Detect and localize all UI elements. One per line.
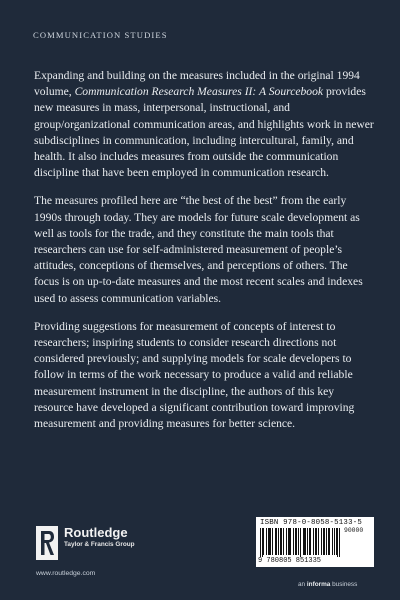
informa-brand: informa	[306, 581, 331, 588]
blurb-p1-rest: provides new measures in mass, interpersonal, instructional, and group/organizational communication areas, and highlights work in newer subdisciplines in communication, including intercultural, family, and health. It also includes measures from outside the communication discipline that have been employed in communication research.	[34, 85, 374, 180]
barcode-block	[256, 517, 374, 567]
publisher-name: Routledge	[64, 525, 128, 540]
publisher-url: www.routledge.com	[36, 570, 96, 577]
routledge-r-icon	[36, 526, 58, 560]
blurb-paragraph-2: The measures profiled here are “the best of the best” from the early 1990s through today. They are models for future scale development as well as tools for the trade, and they constitute the main tools that researchers can use for self-administered measurement of people’s attitudes, conceptions of themselves, and perceptions of others. The focus is on up-to-date measures and the most recent scales and indexes used to assess communication variables.	[34, 194, 363, 305]
informa-prefix: an	[298, 581, 307, 588]
ean-digits: 9 780805 851335	[258, 557, 322, 565]
back-cover-blurb	[34, 68, 374, 444]
price-code: 90000	[344, 527, 364, 534]
barcode-image	[260, 528, 340, 557]
blurb-p1-intro: Expanding and building on the measures included in the original 1994 volume,	[34, 69, 360, 99]
informa-suffix: business	[330, 581, 358, 588]
blurb-paragraph-3: Providing suggestions for measurement of concepts of interest to researchers; inspiring students to consider research directions not considered previously; and supplying models for scale developers to follow in terms of the work necessary to produce a valid and reliable measurement instrument in the discipline, the authors of this key resource have developed a significant contribution toward improving measurement and providing measures for better science.	[34, 319, 355, 431]
publisher-group: Taylor & Francis Group	[64, 541, 135, 548]
informa-tagline	[298, 581, 357, 588]
series-label: COMMUNICATION STUDIES	[33, 30, 168, 40]
book-title-italic: Communication Research Measures II: A Sourcebook	[74, 85, 324, 99]
publisher-logo	[36, 526, 135, 560]
blurb-paragraph-1	[34, 68, 374, 181]
isbn-text: ISBN 978-0-8058-5133-5	[260, 519, 362, 527]
